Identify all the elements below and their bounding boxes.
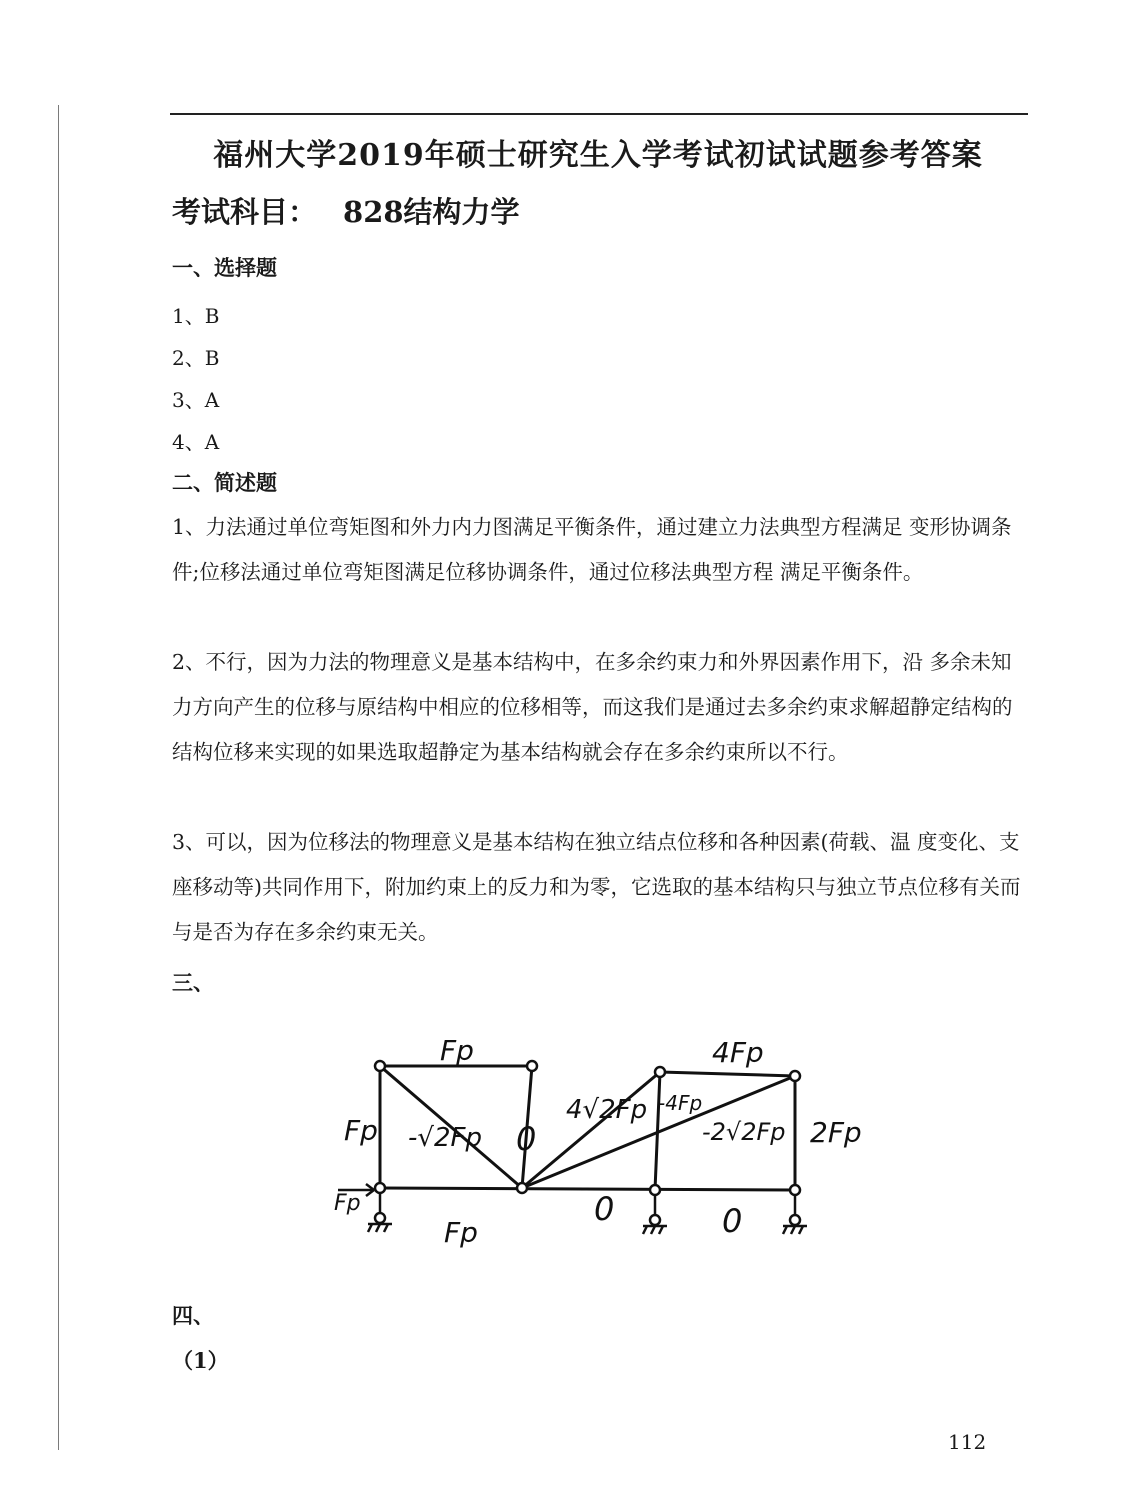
answer-1: 1、B xyxy=(172,304,220,328)
label-long-diagonal: 4√2Fp xyxy=(566,1095,648,1125)
support-left xyxy=(368,1193,392,1232)
answer-4: 4、A xyxy=(172,430,220,454)
page-number: 112 xyxy=(948,1430,987,1454)
section-2-heading: 二、简述题 xyxy=(172,470,277,495)
label-top-left: Fp xyxy=(440,1034,474,1067)
label-left-support: Fp xyxy=(334,1191,361,1216)
label-left-diagonal: -√2Fp xyxy=(408,1123,482,1153)
label-mid-vertical: 0 xyxy=(516,1120,537,1158)
label-left-vertical: Fp xyxy=(344,1114,378,1147)
subject-value: 828结构力学 xyxy=(343,195,520,229)
joint xyxy=(655,1067,665,1077)
answer-paragraph-2: 2、不行，因为力法的物理意义是基本结构中，在多余约束力和外界因素作用下，沿 多余未知力方向产生的位移与原结构中相应的位移相等，而这我们是通过去多余约束求解超静定结构的结构位移来实现的如果选取超静定为基本结构就会存在多余约束所以不行。 xyxy=(172,650,1013,764)
section-1-heading: 一、选择题 xyxy=(172,255,277,280)
answer-paragraph-3: 3、可以，因为位移法的物理意义是基本结构在独立结点位移和各种因素(荷载、温 度变化、支座移动等)共同作用下，附加约束上的反力和为零，它选取的基本结构只与独立节点位移有关而与是否为存在多余约束无关。 xyxy=(172,830,1021,944)
label-bottom-left: Fp xyxy=(444,1216,478,1249)
header-rule xyxy=(170,113,1028,115)
label-right-vertical: 2Fp xyxy=(810,1116,862,1149)
exam-subject xyxy=(172,190,546,231)
support-middle xyxy=(643,1195,667,1234)
answer-3: 3、A xyxy=(172,388,220,412)
margin-line xyxy=(58,105,59,1450)
label-top-right: 4Fp xyxy=(712,1036,764,1069)
joint xyxy=(375,1061,385,1071)
subject-label: 考试科目： xyxy=(172,195,318,229)
section-3-heading: 三、 xyxy=(172,970,214,995)
label-mid-vertical-right: -4Fp xyxy=(658,1091,703,1115)
label-right-diagonal: -2√2Fp xyxy=(702,1118,786,1146)
joint xyxy=(790,1185,800,1195)
label-bottom-mid: 0 xyxy=(594,1190,615,1228)
top-right-chord xyxy=(660,1072,795,1076)
page-title: 福州大学2019年硕士研究生入学考试初试试题参考答案 xyxy=(213,138,983,173)
section-4-heading: 四、 xyxy=(172,1303,214,1328)
joint xyxy=(790,1071,800,1081)
long-diagonal-member xyxy=(522,1072,660,1188)
bottom-chord xyxy=(380,1188,795,1190)
answer-2: 2、B xyxy=(172,346,220,370)
answer-paragraph-1: 1、力法通过单位弯矩图和外力内力图满足平衡条件，通过建立力法典型方程满足 变形协调条件;位移法通过单位弯矩图满足位移协调条件，通过位移法典型方程 满足平衡条件。 xyxy=(172,515,1012,584)
support-right xyxy=(783,1195,807,1234)
joint xyxy=(517,1183,527,1193)
joint xyxy=(527,1061,537,1071)
joint xyxy=(375,1183,385,1193)
truss-force-diagram xyxy=(320,1010,880,1260)
joint xyxy=(650,1185,660,1195)
section-4-sub-1: （1） xyxy=(172,1348,229,1373)
label-bottom-right: 0 xyxy=(722,1202,743,1240)
